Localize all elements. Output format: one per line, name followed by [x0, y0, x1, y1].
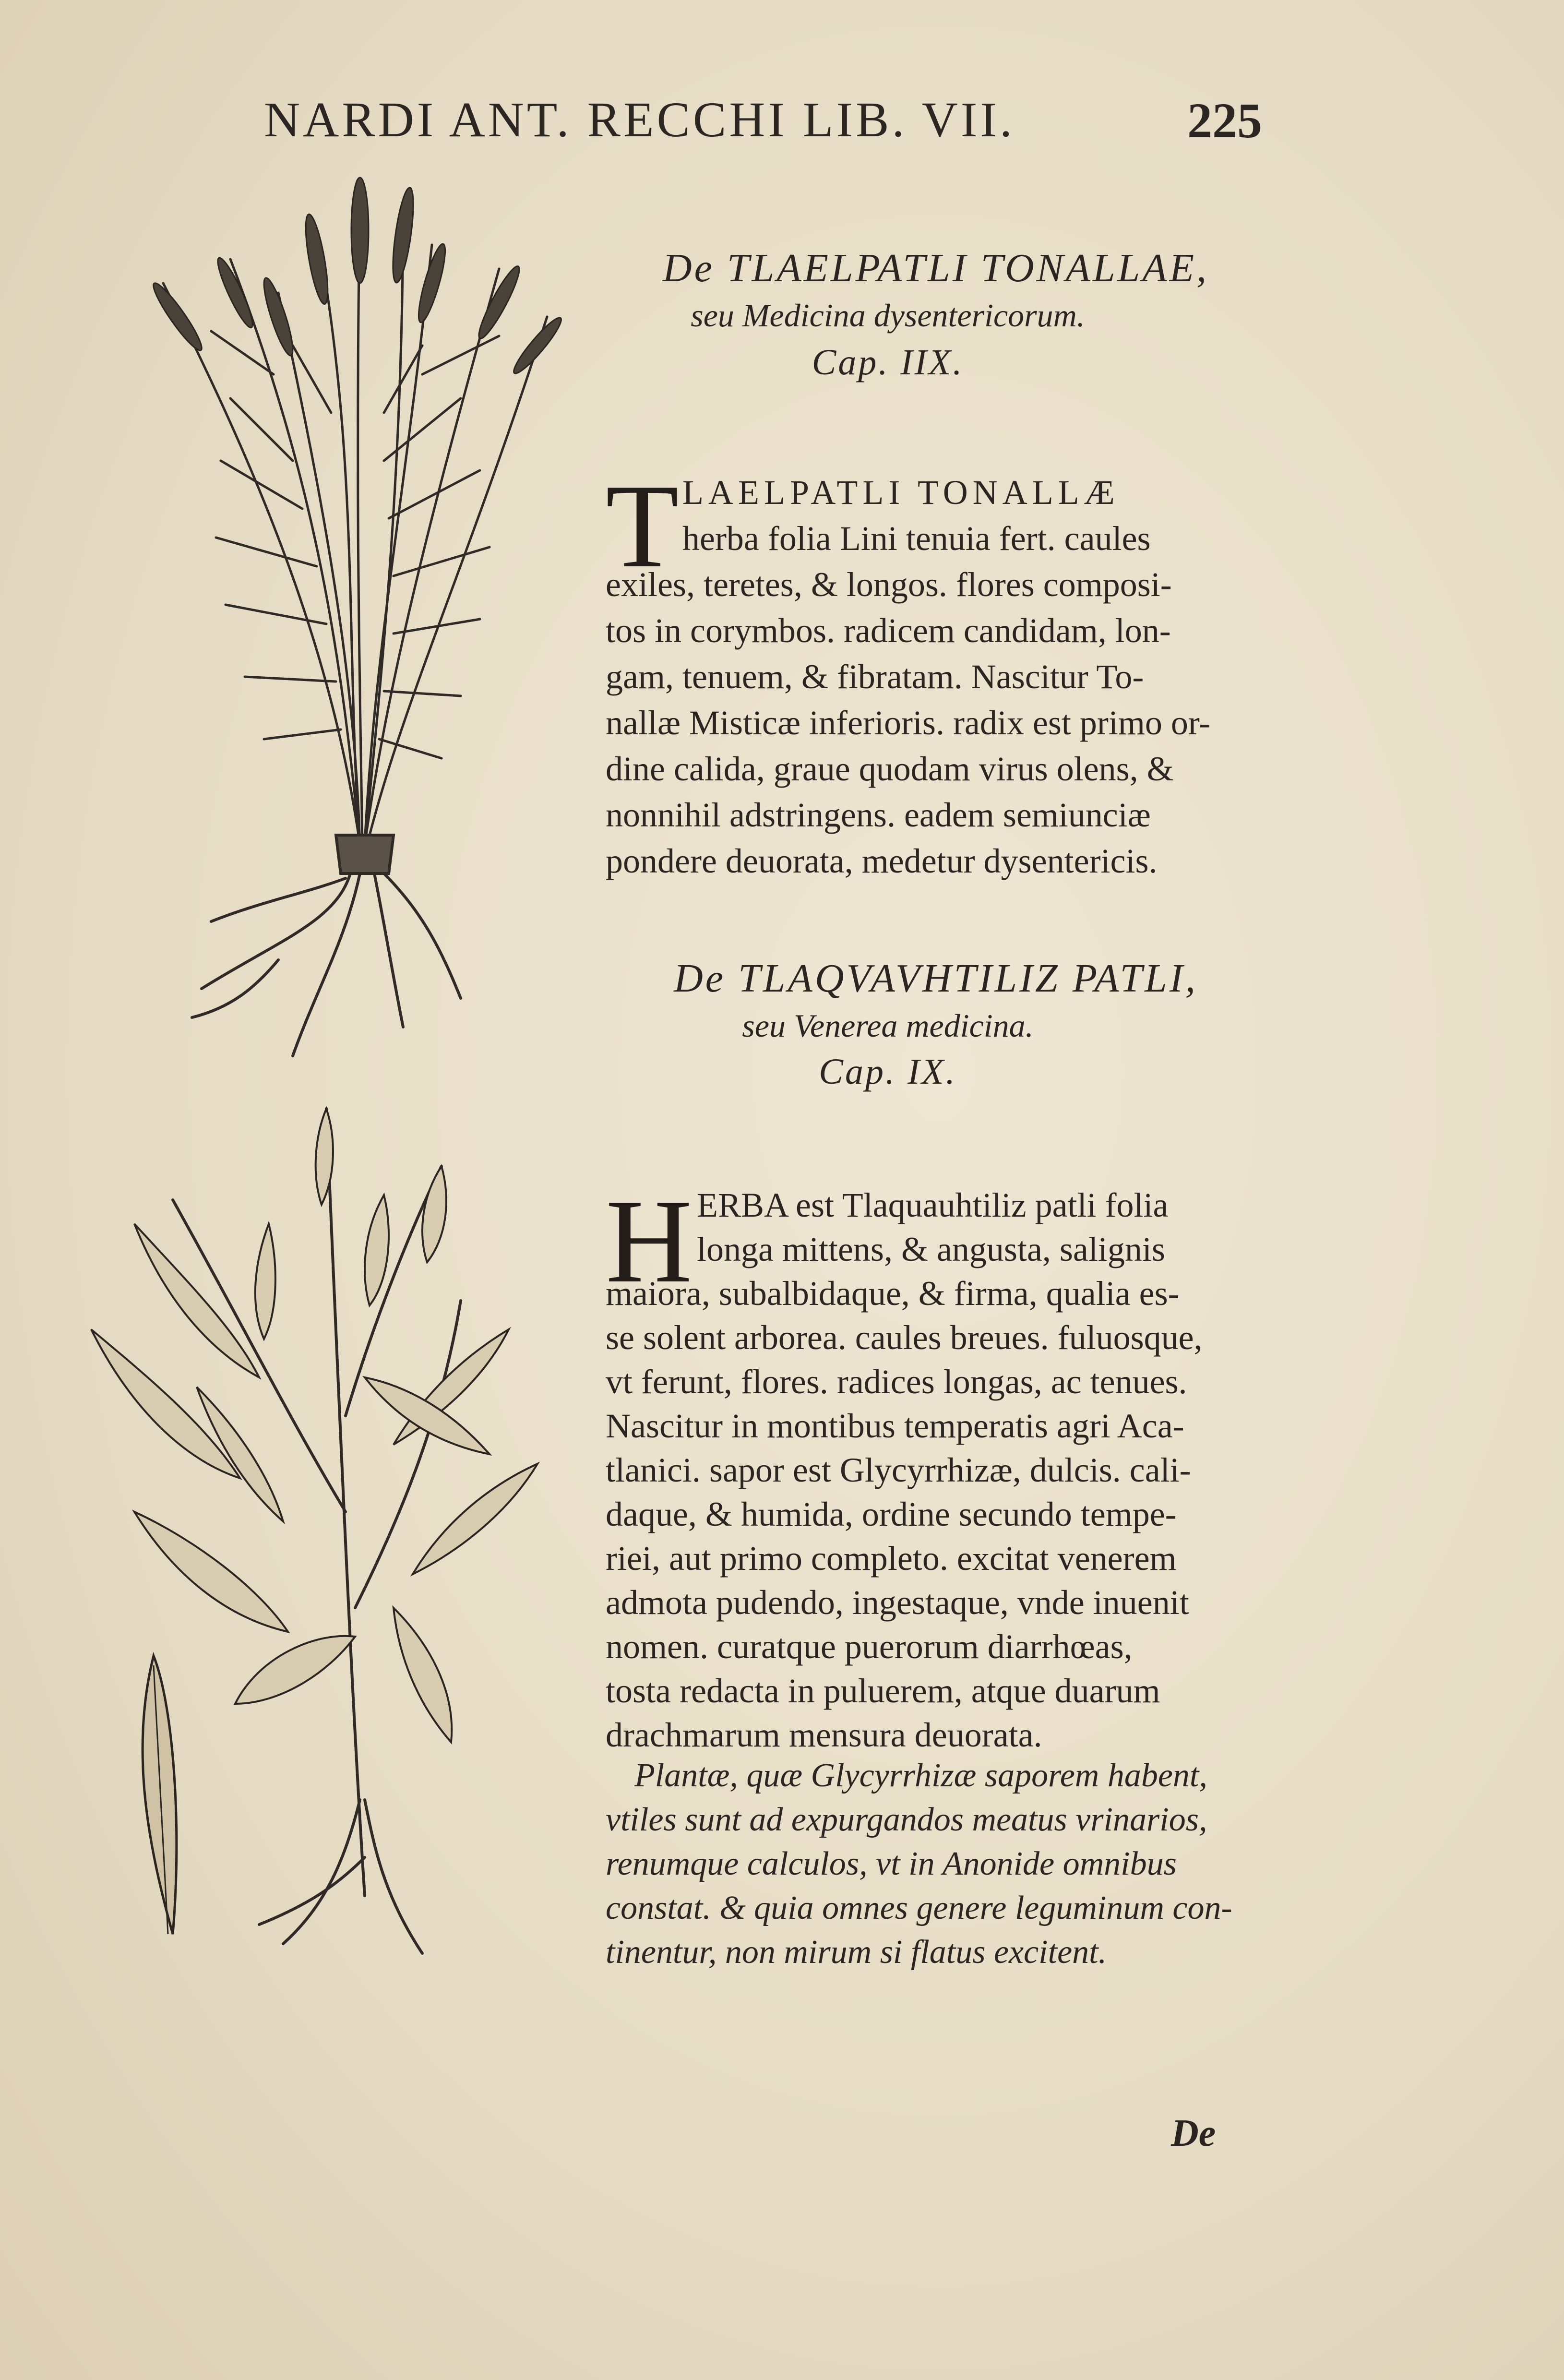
text-line: dine calida, graue quodam virus olens, &	[606, 750, 1174, 788]
text-line: maiora, subalbidaque, & firma, qualia es-	[606, 1274, 1180, 1313]
text-line: vt ferunt, flores. radices longas, ac tenues.	[606, 1363, 1187, 1401]
chapter1-dropcap: T	[606, 460, 679, 593]
page-number: 225	[1187, 93, 1262, 148]
text-line: Nascitur in montibus temperatis agri Aca-	[606, 1407, 1184, 1445]
chapter2-subheading: seu Venerea medicina.	[742, 1007, 1034, 1044]
text-line: longa mittens, & angusta, salignis	[697, 1230, 1165, 1268]
text-line: herba folia Lini tenuia fert. caules	[682, 519, 1151, 558]
chapter1-heading: De TLAELPATLI TONALLAE,	[662, 246, 1209, 290]
text-line: daque, & humida, ordine secundo tempe-	[606, 1495, 1177, 1533]
chapter1-subheading: seu Medicina dysentericorum.	[691, 297, 1085, 334]
chapter1-number: Cap. IIX.	[812, 342, 964, 383]
tlaquauhtiliz-plant-illustration	[77, 1080, 547, 1992]
text-line: admota pudendo, ingestaque, vnde inuenit	[606, 1583, 1189, 1622]
text-line: LAELPATLI TONALLÆ	[682, 473, 1120, 512]
text-line: tosta redacta in puluerem, atque duarum	[606, 1672, 1160, 1710]
note-line: vtiles sunt ad expurgandos meatus vrinarios,	[606, 1801, 1207, 1838]
note-line: renumque calculos, vt in Anonide omnibus	[606, 1845, 1177, 1882]
catchword: De	[1171, 2112, 1216, 2154]
text-line: se solent arborea. caules breues. fuluosque,	[606, 1318, 1203, 1357]
running-head-title: NARDI ANT. RECCHI LIB. VII.	[264, 92, 1015, 147]
note-line: constat. & quia omnes genere leguminum con-	[606, 1890, 1232, 1926]
chapter2-text	[606, 1185, 1268, 1761]
note-line: tinentur, non mirum si flatus excitent.	[606, 1934, 1107, 1971]
text-line: tos in corymbos. radicem candidam, lon-	[606, 611, 1171, 650]
text-line: ERBA est Tlaquauhtiliz patli folia	[697, 1186, 1169, 1224]
text-line: tlanici. sapor est Glycyrrhizæ, dulcis. cali-	[606, 1451, 1191, 1489]
chapter2-dropcap: H	[606, 1175, 692, 1308]
text-line: exiles, teretes, & longos. flores composi-	[606, 565, 1172, 604]
text-line: nallæ Misticæ inferioris. radix est primo or-	[606, 704, 1211, 742]
text-line: pondere deuorata, medetur dysentericis.	[606, 842, 1158, 880]
text-line: nomen. curatque puerorum diarrhœas,	[606, 1627, 1133, 1666]
chapter2-number: Cap. IX.	[819, 1052, 957, 1092]
text-line: drachmarum mensura deuorata.	[606, 1716, 1042, 1754]
text-line: riei, aut primo completo. excitat venerem	[606, 1539, 1177, 1578]
tlaelpatli-plant-illustration	[134, 173, 566, 1065]
chapter1-text	[606, 473, 1268, 885]
chapter2-note	[606, 1757, 1268, 1987]
running-head	[264, 86, 1262, 154]
text-line: nonnihil adstringens. eadem semiunciæ	[606, 796, 1151, 834]
chapter2-heading: De TLAQVAVHTILIZ PATLI,	[674, 956, 1198, 1001]
text-line: gam, tenuem, & fibratam. Nascitur To-	[606, 658, 1144, 696]
note-line: Plantæ, quæ Glycyrrhizæ saporem habent,	[634, 1757, 1207, 1794]
